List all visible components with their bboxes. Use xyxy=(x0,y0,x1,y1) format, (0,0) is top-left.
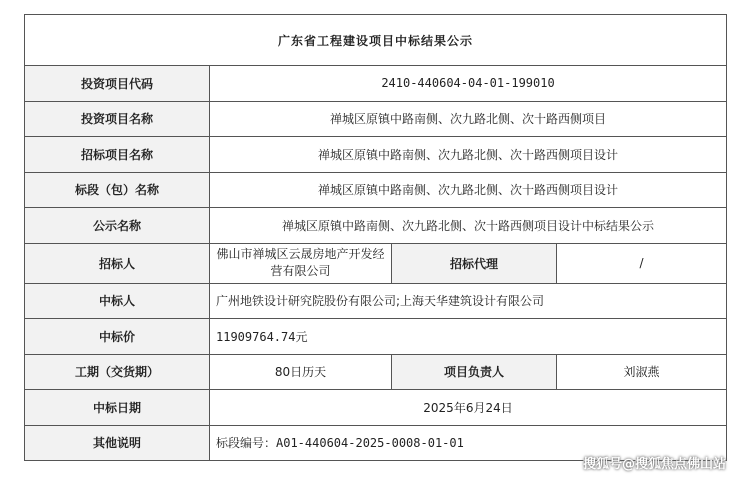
row-project-name xyxy=(25,101,727,137)
row-tender-name xyxy=(25,137,727,173)
label-date: 中标日期 xyxy=(25,390,210,426)
value-project-code: 2410-440604-04-01-199010 xyxy=(210,66,727,102)
label-tenderer: 招标人 xyxy=(25,243,210,283)
label-notice-name: 公示名称 xyxy=(25,208,210,244)
label-other: 其他说明 xyxy=(25,425,210,461)
label-agent: 招标代理 xyxy=(392,243,557,283)
row-section-name xyxy=(25,172,727,208)
value-tender-name: 禅城区原镇中路南侧、次九路北侧、次十路西侧项目设计 xyxy=(210,137,727,173)
row-duration xyxy=(25,354,727,390)
row-notice-name xyxy=(25,208,727,244)
value-date: 2025年6月24日 xyxy=(210,390,727,426)
row-project-code xyxy=(25,66,727,102)
value-tenderer: 佛山市禅城区云晟房地产开发经营有限公司 xyxy=(210,243,392,283)
value-duration: 80日历天 xyxy=(210,354,392,390)
label-price: 中标价 xyxy=(25,319,210,355)
bid-result-table xyxy=(24,14,727,461)
value-manager: 刘淑燕 xyxy=(557,354,727,390)
value-winner: 广州地铁设计研究院股份有限公司;上海天华建筑设计有限公司 xyxy=(210,283,727,319)
row-price xyxy=(25,319,727,355)
label-section-name: 标段（包）名称 xyxy=(25,172,210,208)
value-project-name: 禅城区原镇中路南侧、次九路北侧、次十路西侧项目 xyxy=(210,101,727,137)
value-notice-name: 禅城区原镇中路南侧、次九路北侧、次十路西侧项目设计中标结果公示 xyxy=(210,208,727,244)
value-price: 11909764.74元 xyxy=(210,319,727,355)
label-tender-name: 招标项目名称 xyxy=(25,137,210,173)
watermark: 搜狐号@搜狐焦点佛山站 xyxy=(582,457,726,472)
row-date xyxy=(25,390,727,426)
row-tenderer xyxy=(25,243,727,283)
page-title: 广东省工程建设项目中标结果公示 xyxy=(25,15,727,66)
value-agent: / xyxy=(557,243,727,283)
label-duration: 工期（交货期） xyxy=(25,354,210,390)
label-project-code: 投资项目代码 xyxy=(25,66,210,102)
value-other: 标段编号：A01-440604-2025-0008-01-01 xyxy=(210,425,727,461)
row-winner xyxy=(25,283,727,319)
value-section-name: 禅城区原镇中路南侧、次九路北侧、次十路西侧项目设计 xyxy=(210,172,727,208)
label-manager: 项目负责人 xyxy=(392,354,557,390)
label-project-name: 投资项目名称 xyxy=(25,101,210,137)
label-winner: 中标人 xyxy=(25,283,210,319)
